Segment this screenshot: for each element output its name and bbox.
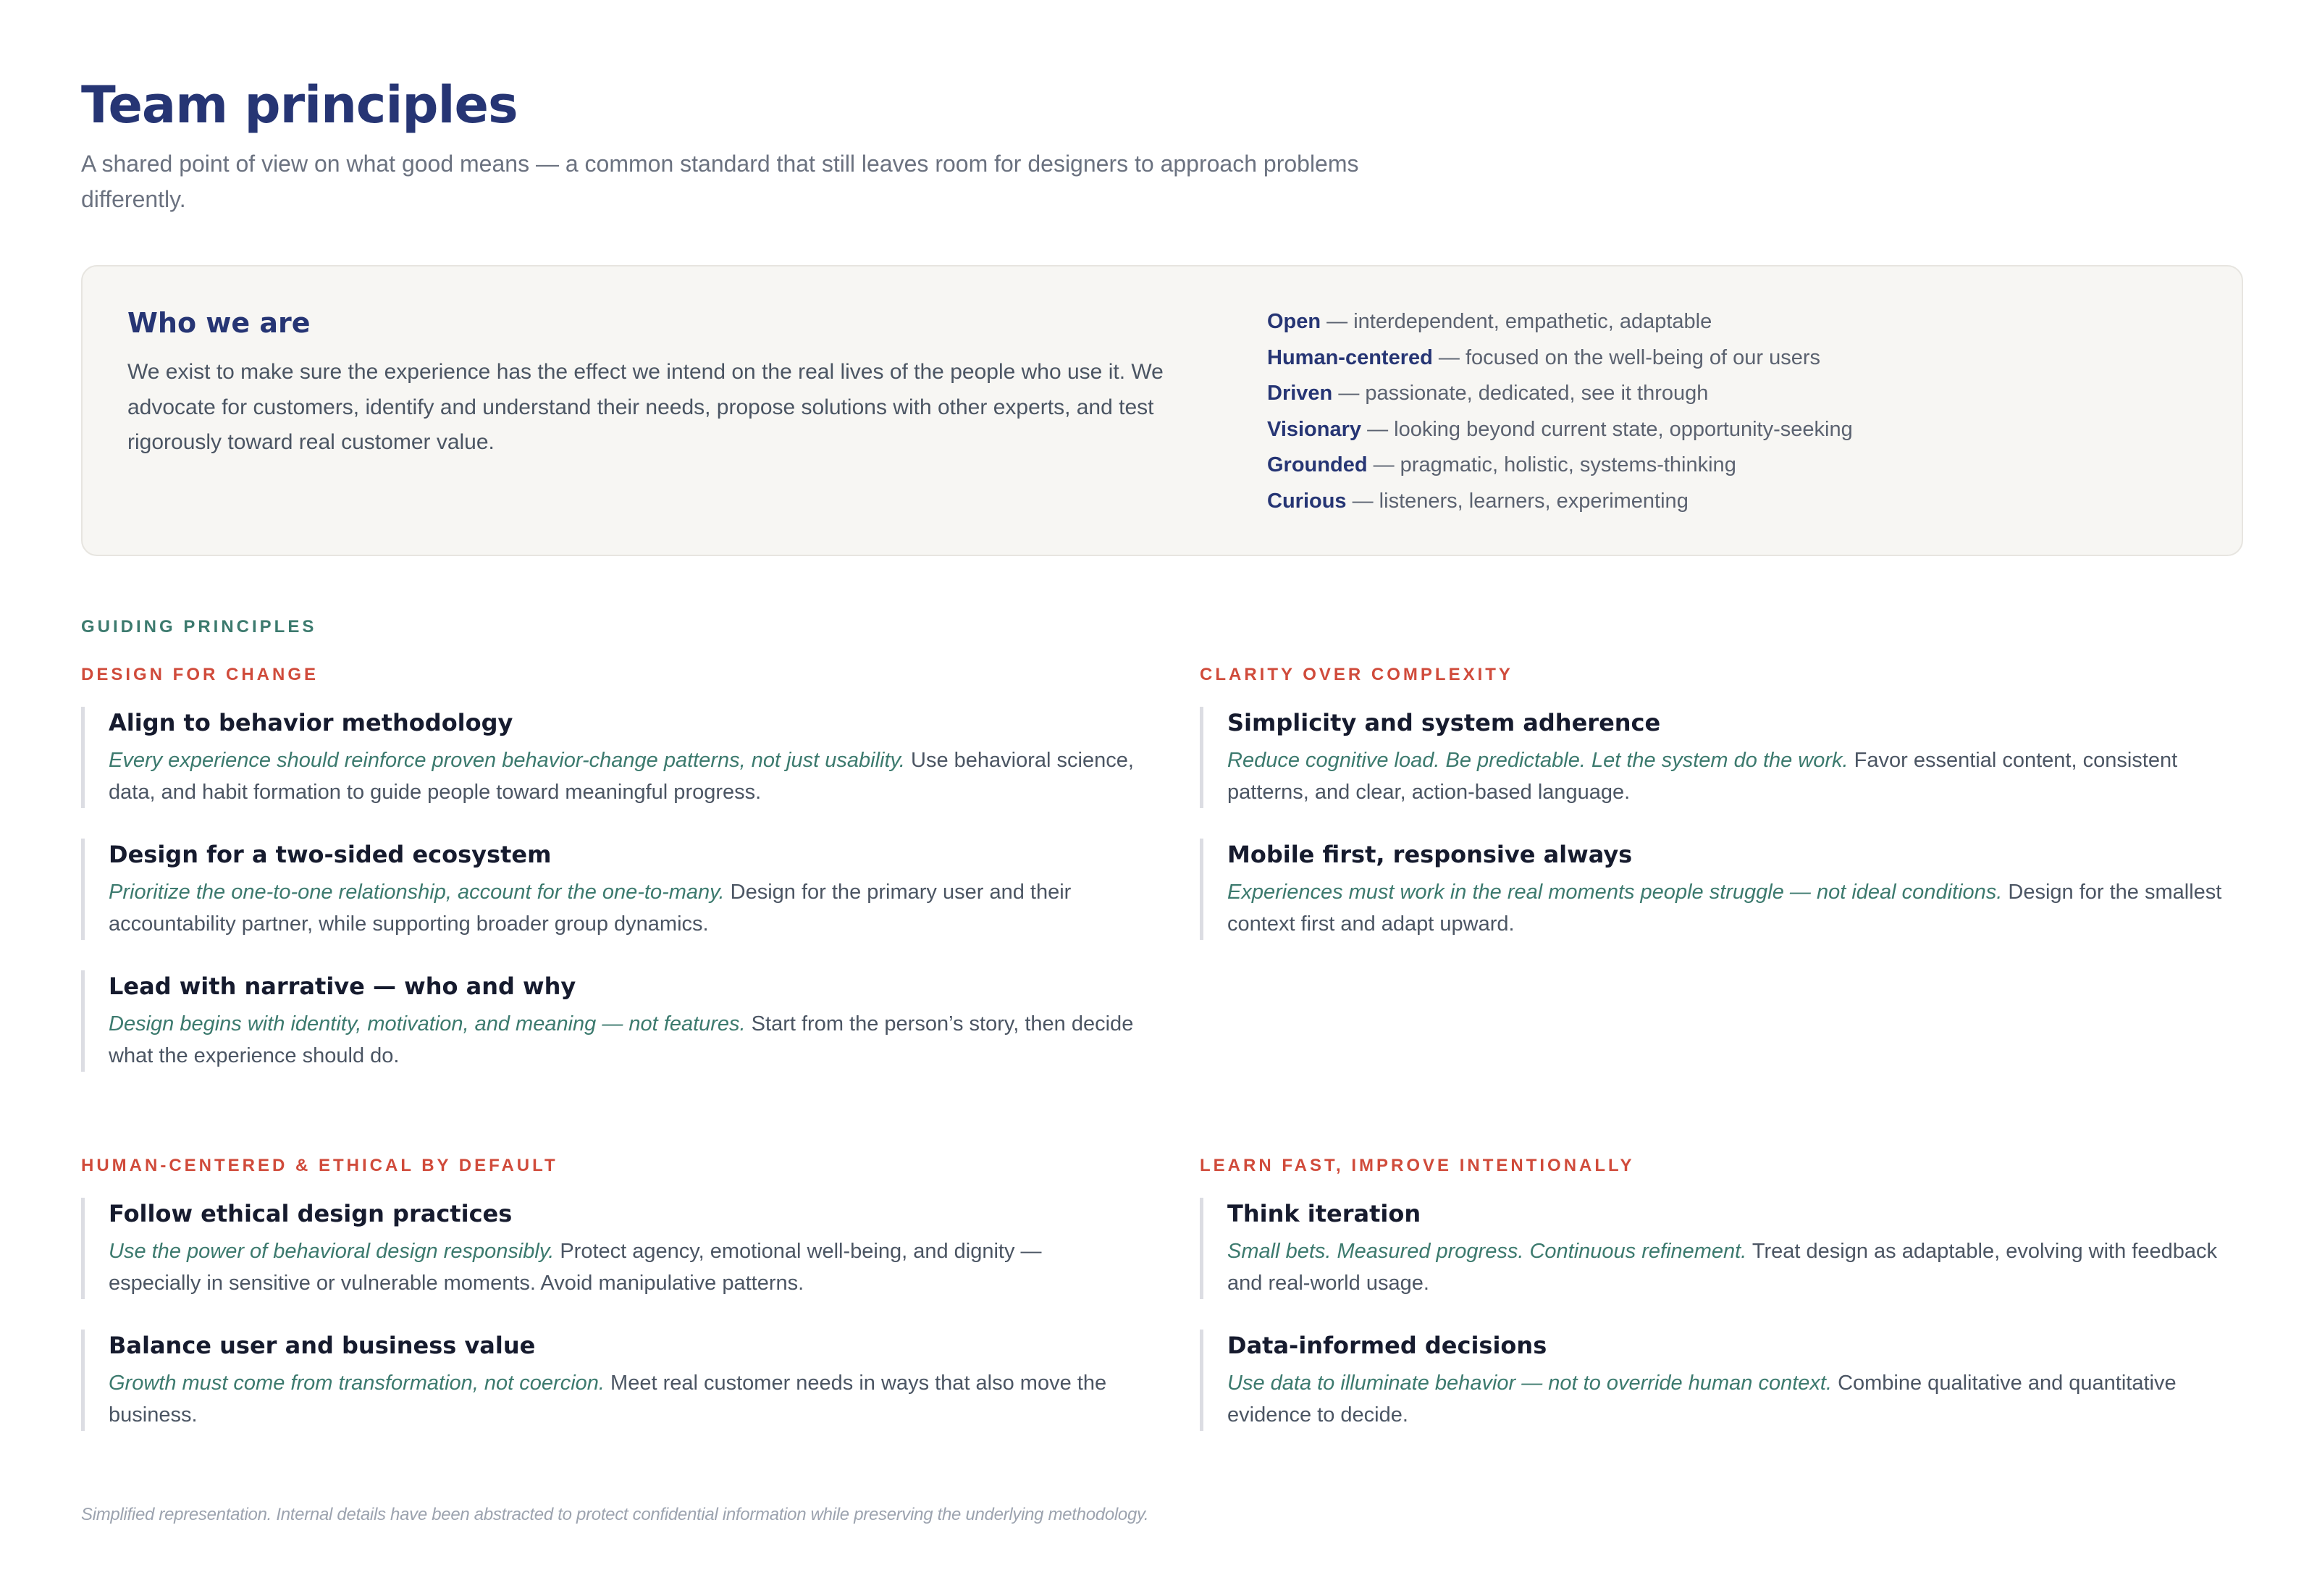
principle-title: Follow ethical design practices [109,1200,513,1227]
principle-body [109,744,1138,808]
trait-desc: — listeners, learners, experimenting [1346,489,1689,513]
principle-text: Design for the primary user and their accountability partner, while supporting broader group dynamics. [109,881,1072,936]
trait-desc: — focused on the well-being of our users [1432,345,1821,369]
principle-body [1227,1235,2242,1299]
page-subtitle: A shared point of view on what good means — a common standard that still leaves room for designers to approach problems differently. [81,151,1359,212]
principle-body [1227,876,2242,940]
trait-desc: — interdependent, empathetic, adaptable [1321,310,1712,333]
trait-name: Grounded [1267,453,1368,476]
principle-group [81,707,1138,1102]
group-label: CLARITY OVER COMPLEXITY [1200,665,1513,684]
principle-lead: Prioritize the one-to-one relationship, account for the one-to-many. [109,881,725,904]
principle-text: Favor essential content, consistent patterns, and clear, action-based language. [1227,749,2178,804]
trait-item [1267,376,2136,412]
who-we-are-text: We exist to make sure the experience has the effect we intend on the real lives of the people who use it. We advocate for customers, identify and understand their needs, propose solutions with other experts, and test rigorously toward real customer value. [127,360,1164,454]
trait-name: Driven [1267,382,1333,405]
page [81,72,2246,1524]
principle-title: Simplicity and system adherence [1227,709,1661,736]
principle-lead: Experiences must work in the real moments people struggle — not ideal conditions. [1227,881,2003,904]
principle-item [81,839,1138,940]
trait-name: Curious [1267,489,1347,513]
group-label: HUMAN-CENTERED & ETHICAL BY DEFAULT [81,1156,558,1175]
group-label: DESIGN FOR CHANGE [81,665,319,684]
trait-name: Open [1267,310,1321,333]
who-we-are-card [81,265,2243,556]
principle-lead: Small bets. Measured progress. Continuous refinement. [1227,1240,1747,1263]
principle-item [81,970,1138,1072]
principle-title: Balance user and business value [109,1332,536,1359]
principle-group [1200,707,2242,970]
principle-group [81,1198,1138,1461]
principle-text: Use behavioral science, data, and habit formation to guide people toward meaningful progress. [109,749,1134,804]
principle-item [1200,1330,2242,1431]
principle-text: Treat design as adaptable, evolving with feedback and real-world usage. [1227,1240,2217,1295]
principle-body [109,1367,1138,1431]
trait-desc: — passionate, dedicated, see it through [1332,382,1709,405]
principle-body [109,876,1138,940]
principle-item [1200,707,2242,808]
principle-title: Think iteration [1227,1200,1421,1227]
principle-text: Meet real customer needs in ways that also move the business. [109,1372,1107,1427]
trait-desc: — looking beyond current state, opportunity-seeking [1361,417,1853,441]
principle-text: Start from the person’s story, then decide what the experience should do. [109,1012,1134,1067]
principle-title: Lead with narrative — who and why [109,973,576,1000]
trait-name: Human-centered [1267,345,1433,369]
principle-lead: Reduce cognitive load. Be predictable. Let the system do the work. [1227,749,1849,772]
principle-item [81,1198,1138,1299]
trait-item [1267,484,2136,520]
group-label: LEARN FAST, IMPROVE INTENTIONALLY [1200,1156,1635,1175]
trait-item [1267,340,2136,377]
guiding-principles-label: GUIDING PRINCIPLES [81,617,317,637]
principle-text: Combine qualitative and quantitative evidence to decide. [1227,1372,2177,1427]
principle-lead: Design begins with identity, motivation, and meaning — not features. [109,1012,746,1036]
trait-name: Visionary [1267,417,1362,441]
principle-body [109,1235,1138,1299]
trait-item [1267,448,2136,484]
trait-desc: — pragmatic, holistic, systems-thinking [1367,453,1736,476]
principle-body [1227,744,2242,808]
principle-group [1200,1198,2242,1461]
principle-item [81,707,1138,808]
principle-title: Data-informed decisions [1227,1332,1547,1359]
principle-text: Protect agency, emotional well-being, and dignity — especially in sensitive or vulnerable moments. Avoid manipulative patterns. [109,1240,1042,1295]
principle-lead: Use the power of behavioral design responsibly. [109,1240,555,1263]
principle-lead: Growth must come from transformation, not coercion. [109,1372,605,1395]
who-we-are-title: Who we are [127,307,311,339]
principle-body [1227,1367,2242,1431]
principle-lead: Use data to illuminate behavior — not to override human context. [1227,1372,1833,1395]
principle-text: Design for the smallest context first and adapt upward. [1227,881,2222,936]
page-title: Team principles [81,75,518,135]
trait-item [1267,304,2136,340]
principle-item [81,1330,1138,1431]
trait-list [1267,304,2136,519]
footnote: Simplified representation. Internal details have been abstracted to protect confidential information while preserving the underlying methodology. [81,1505,1149,1524]
principle-body [109,1008,1138,1072]
principle-item [1200,1198,2242,1299]
principle-title: Align to behavior methodology [109,709,513,736]
trait-item [1267,412,2136,448]
principle-title: Mobile first, responsive always [1227,841,1633,868]
principle-lead: Every experience should reinforce proven behavior-change patterns, not just usability. [109,749,905,772]
principle-title: Design for a two-sided ecosystem [109,841,552,868]
principle-item [1200,839,2242,940]
